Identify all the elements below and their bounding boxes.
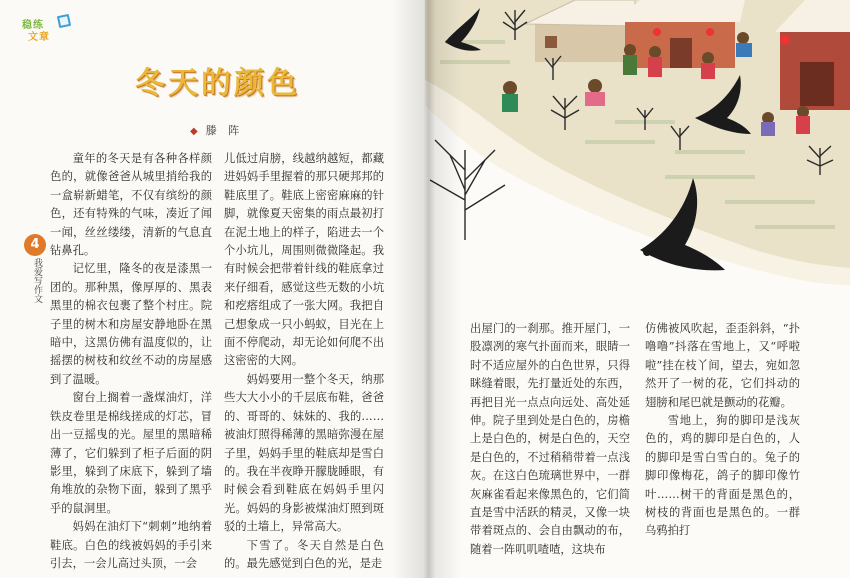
section-side-label: 我爱写作文 [32,258,42,303]
paragraph: 妈妈在油灯下“刺刺”地纳着鞋底。白色的线被妈妈的手引来引去，一会儿高过头顶，一会 [50,520,212,570]
paragraph: 童年的冬天是有各种各样颜色的，就像爸爸从城里捎给我的一盒崭新蜡笔，不仅有缤纷的颜色，还有特殊的气味，凑近了闻一闻，丝丝缕缕，清新的气息直钻鼻孔。 [50,152,212,258]
paragraph: 妈妈要用一整个冬天，纳那些大大小小的千层底布鞋，爸爸的、哥哥的、妹妹的、我的……被油灯照得稀薄的黑暗弥漫在屋子里，妈妈手里的鞋底却是雪白的。我在半夜睁开朦胧睡眼，有时候会看到鞋底在妈妈手里闪光。妈妈的身影被煤油灯照到斑驳的土墙上，异常高大。 [224,372,384,534]
winter-village-illustration [425,0,850,320]
paragraph: 下雪了。冬天自然是白色的。最先感觉到白色的光，是走 [224,538,384,570]
badge-line-2: 文章 [28,32,50,43]
paragraph: 出屋门的一刹那。推开屋门，一股凛冽的寒气扑面而来，眼睛一时不适应屋外的白色世界，只得眯缝着眼，先打量近处的东西，再把目光一点点向远处、高处延伸。院子里到处是白色的，房檐上是白色的，树是白色的，天空是白色的，不过稍稍带着一点浅灰。在这白色琉璃世界中，一群灰麻雀看起来像黑色的，它们简直是雪中活跃的精灵，又像一块带着斑点的、会自由飘动的布，随着一阵叽叽喳喳，这块布 [470,322,630,556]
article-title: 冬天的颜色 [135,66,300,101]
text-column-1 [50,150,212,573]
paragraph: 雪地上，狗的脚印是浅灰色的，鸡的脚印是白色的，人的脚印是雪白雪白的。兔子的脚印像梅花，鸽子的脚印像竹叶……树干的背面是黑色的，树枝的背面也是黑色的。一群乌鸦拍打 [645,414,800,538]
paragraph: 仿佛被风吹起，歪歪斜斜，“扑噜噜”抖落在雪地上，又“呼啦啦”挂在枝丫间，望去，宛如忽然开了一树的花，它们抖动的翅膀和尾巴就是颤动的花瓣。 [645,322,800,409]
text-column-3 [470,320,630,559]
illustration-canvas [425,0,850,320]
paragraph: 儿低过肩膀，线越纳越短，都藏进妈妈手里握着的那只硬邦邦的鞋底里了。鞋底上密密麻麻的针脚，就像夏天密集的雨点最初打在泥土地上的样子，陷进去一个个小坑儿，周围则微微隆起。我有时候会把带着针线的鞋底拿过来仔细看，感觉这些无数的小坑和疙瘩组成了一张大网。我把自己想象成一只小蚂蚁，目光在上面不停爬动，却无论如何爬不出这密密的大网。 [224,152,384,368]
page-number: 4 [24,234,46,256]
paragraph: 记忆里，隆冬的夜是漆黑一团的。那种黑，像厚厚的、黑表黑里的棉衣包裹了整个村庄。院子里的树木和房屋安静地卧在黑暗中，这黑仿佛有温度似的，让摇摆的树枝和纹丝不动的房屋感到了温暖。 [50,262,212,386]
paragraph: 窗台上搁着一盏煤油灯，洋铁皮卷里是棉线搓成的灯芯，冒出一豆摇曳的光。屋里的黑暗稀薄了，它们躲到了柜子后面的阴影里，躲到了床底下，躲到了墙角堆放的杂物下面，躲到了黑乎乎的鼠洞里。 [50,391,212,515]
book-icon [56,14,72,28]
column-badge [22,14,74,42]
text-column-2 [224,150,384,573]
badge-line-1: 稳练 [22,20,44,31]
text-column-4 [645,320,800,541]
author-line [190,122,243,138]
author-name: 滕 阵 [205,124,244,137]
diamond-icon: ◆ [190,126,202,137]
